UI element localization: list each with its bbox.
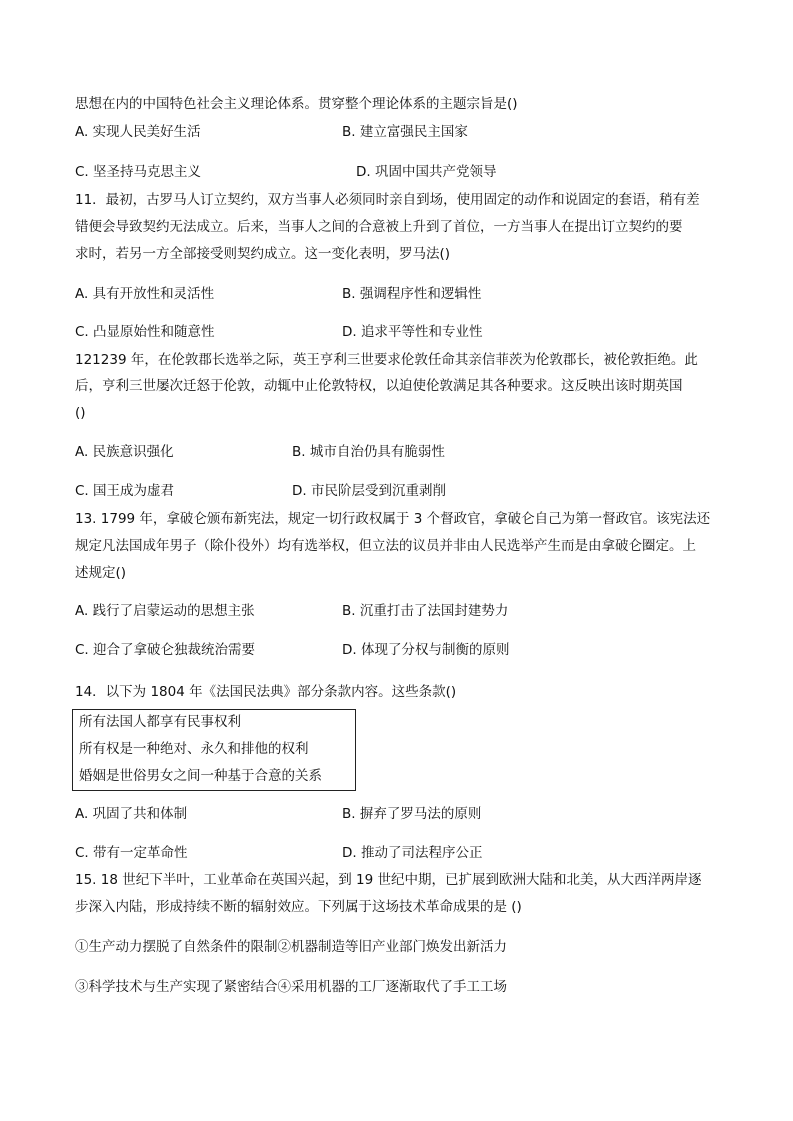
question-15-stem-line-1: 15. 18 世纪下半叶，工业革命在英国兴起，到 19 世纪中期，已扩展到欧洲大陆和北美，从大西洋两岸逐 — [75, 872, 702, 888]
question-15-items-line-2: ③科学技术与生产实现了紧密结合④采用机器的工厂逐渐取代了手工工场 — [75, 979, 507, 995]
question-12-option-c: C. 国王成为虚君 — [75, 483, 175, 499]
question-10-option-a: A. 实现人民美好生活 — [75, 124, 201, 140]
source-box-line-1: 所有法国人都享有民事权利 — [79, 714, 241, 730]
question-12-option-a: A. 民族意识强化 — [75, 444, 174, 460]
question-12-stem-line-2: 后，亨利三世屡次迁怒于伦敦，动辄中止伦敦特权，以迫使伦敦满足其各种要求。这反映出该时期英国 — [75, 378, 683, 394]
source-box-line-2: 所有权是一种绝对、永久和排他的权利 — [79, 741, 309, 757]
question-13-option-c: C. 迎合了拿破仑独裁统治需要 — [75, 642, 256, 658]
question-10-option-b: B. 建立富强民主国家 — [342, 124, 468, 140]
question-10-option-d: D. 巩固中国共产党领导 — [356, 164, 497, 180]
question-13-option-b: B. 沉重打击了法国封建势力 — [342, 603, 509, 619]
question-14-option-b: B. 摒弃了罗马法的原则 — [342, 806, 482, 822]
question-11-stem-line-3: 求时，若另一方全部接受则契约成立。这一变化表明，罗马法() — [75, 246, 451, 262]
question-10-stem-line: 思想在内的中国特色社会主义理论体系。贯穿整个理论体系的主题宗旨是() — [75, 96, 518, 112]
question-13-stem-line-3: 述规定() — [75, 565, 127, 581]
question-14-option-a: A. 巩固了共和体制 — [75, 806, 188, 822]
question-13-option-a: A. 践行了启蒙运动的思想主张 — [75, 603, 255, 619]
question-12-stem-line-1: 121239 年，在伦敦郡长选举之际，英王亨利三世要求伦敦任命其亲信菲茨为伦敦郡长，被伦敦拒绝。此 — [75, 352, 698, 368]
question-11-option-c: C. 凸显原始性和随意性 — [75, 324, 215, 340]
question-12-option-b: B. 城市自治仍具有脆弱性 — [292, 444, 445, 460]
question-13-stem-line-2: 规定凡法国成年男子（除仆役外）均有选举权，但立法的议员并非由人民选举产生而是由拿破仑圈定。上 — [75, 538, 696, 554]
question-15-items-line-1: ①生产动力摆脱了自然条件的限制②机器制造等旧产业部门焕发出新活力 — [75, 939, 507, 955]
question-12-stem-line-3: () — [75, 405, 86, 421]
question-15-stem-line-2: 步深入内陆，形成持续不断的辐射效应。下列属于这场技术革命成果的是 () — [75, 899, 522, 915]
question-11-option-b: B. 强调程序性和逻辑性 — [342, 286, 482, 302]
question-13-stem-line-1: 13. 1799 年，拿破仑颁布新宪法，规定一切行政权属于 3 个督政官，拿破仑自己为第一督政官。该宪法还 — [75, 511, 711, 527]
question-14-stem: 14．以下为 1804 年《法国民法典》部分条款内容。这些条款() — [75, 684, 457, 700]
question-14-source-box — [72, 709, 356, 791]
question-14-option-c: C. 带有一定革命性 — [75, 845, 188, 861]
question-11-stem-line-2: 错便会导致契约无法成立。后来，当事人之间的合意被上升到了首位，一方当事人在提出订立契约的要 — [75, 219, 683, 235]
question-11-option-a: A. 具有开放性和灵活性 — [75, 286, 215, 302]
source-box-line-3: 婚姻是世俗男女之间一种基于合意的关系 — [79, 768, 322, 784]
question-10-option-c: C. 坚圣持马克思主义 — [75, 164, 202, 180]
question-13-option-d: D. 体现了分权与制衡的原则 — [342, 642, 510, 658]
question-11-option-d: D. 追求平等性和专业性 — [342, 324, 483, 340]
question-11-stem-line-1: 11．最初，古罗马人订立契约，双方当事人必须同时亲自到场，使用固定的动作和说固定的套语，稍有差 — [75, 192, 700, 208]
question-14-option-d: D. 推动了司法程序公正 — [342, 845, 483, 861]
question-12-option-d: D. 市民阶层受到沉重剥削 — [292, 483, 446, 499]
